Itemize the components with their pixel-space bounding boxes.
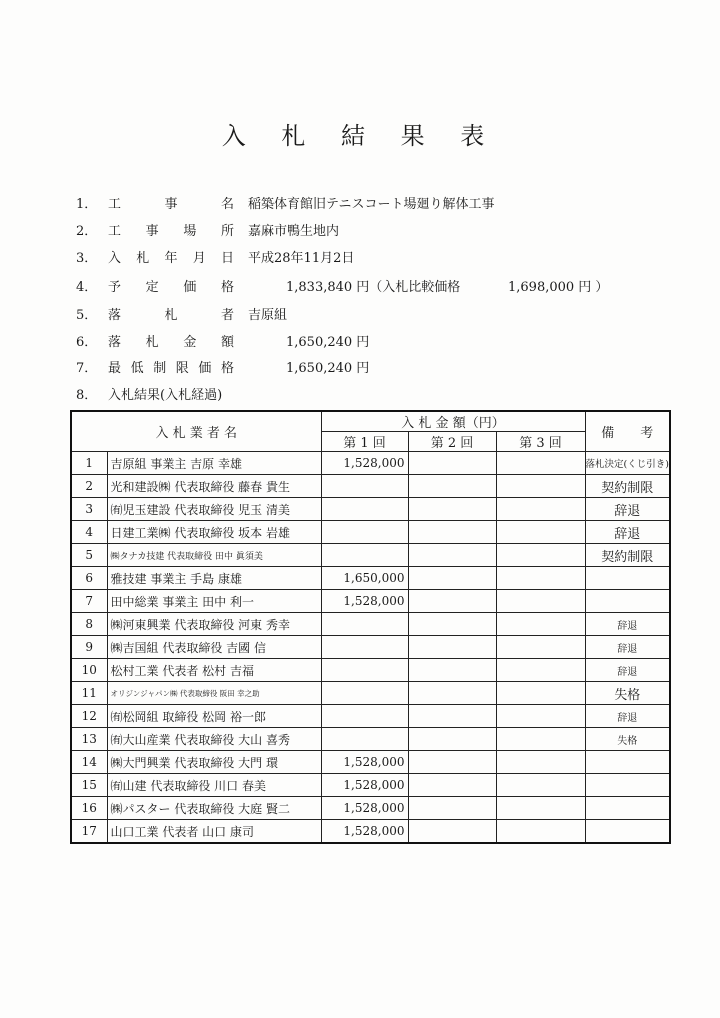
row-number: 10 [71, 659, 107, 682]
row-round-3-amount [496, 567, 585, 590]
row-remark: 辞退 [585, 613, 670, 636]
row-number: 15 [71, 774, 107, 797]
row-round-1-amount: 1,528,000 [321, 751, 408, 774]
item-value: 平成28年11月2日 [248, 251, 355, 266]
row-round-1-amount [321, 498, 408, 521]
row-number: 12 [71, 705, 107, 728]
table-row [71, 613, 670, 636]
row-number: 16 [71, 797, 107, 820]
item-value: 嘉麻市鴨生地内 [248, 224, 340, 239]
header-bid-amount: 入 札 金 額（円） [321, 411, 585, 432]
table-row [71, 728, 670, 751]
row-number: 3 [71, 498, 107, 521]
item-label: 落 札 金 額 [108, 335, 234, 350]
row-round-2-amount [408, 751, 496, 774]
row-round-1-amount [321, 636, 408, 659]
item-value: 稲築体育館旧テニスコート場廻り解体工事 [248, 197, 495, 212]
row-round-1-amount [321, 544, 408, 567]
row-round-3-amount [496, 820, 585, 844]
row-bidder-name: ㈱吉国組 代表取締役 吉國 信 [107, 636, 321, 659]
row-round-3-amount [496, 797, 585, 820]
header-bidder-name: 入 札 業 者 名 [71, 411, 321, 452]
row-round-2-amount [408, 613, 496, 636]
row-round-3-amount [496, 705, 585, 728]
item-value: 1,833,840 円（入札比較価格 [286, 280, 461, 295]
header-round-2: 第 2 回 [408, 432, 496, 452]
row-round-3-amount [496, 590, 585, 613]
item-number: 5． [76, 308, 98, 323]
row-round-1-amount: 1,528,000 [321, 590, 408, 613]
row-number: 9 [71, 636, 107, 659]
row-round-2-amount [408, 728, 496, 751]
table-row [71, 682, 670, 705]
row-round-3-amount [496, 521, 585, 544]
item-number: 4． [76, 280, 98, 295]
row-round-1-amount [321, 521, 408, 544]
item-label: 予 定 価 格 [108, 280, 234, 295]
row-bidder-name: ㈲松岡組 取締役 松岡 裕一郎 [107, 705, 321, 728]
row-round-1-amount: 1,528,000 [321, 797, 408, 820]
header-round-1: 第 1 回 [321, 432, 408, 452]
item-label: 入札結果(入札経過) [108, 388, 223, 403]
row-round-1-amount [321, 659, 408, 682]
row-number: 11 [71, 682, 107, 705]
table-row [71, 521, 670, 544]
row-bidder-name: 吉原組 事業主 吉原 幸雄 [107, 452, 321, 475]
item-number: 2． [76, 224, 98, 239]
row-round-3-amount [496, 452, 585, 475]
page-title: 入 札 結 果 表 [221, 122, 499, 150]
row-number: 13 [71, 728, 107, 751]
row-bidder-name: ㈱タナカ技建 代表取締役 田中 眞須美 [107, 544, 321, 567]
row-number: 2 [71, 475, 107, 498]
row-round-2-amount [408, 475, 496, 498]
item-value: 1,650,240 円 [286, 335, 370, 350]
row-round-3-amount [496, 636, 585, 659]
row-bidder-name: ㈲児玉建設 代表取締役 児玉 清美 [107, 498, 321, 521]
table-row [71, 751, 670, 774]
item-label: 入 札 年 月 日 [108, 251, 234, 266]
row-round-2-amount [408, 521, 496, 544]
table-row [71, 797, 670, 820]
row-remark: 失格 [585, 682, 670, 705]
row-round-1-amount [321, 705, 408, 728]
row-round-2-amount [408, 705, 496, 728]
row-round-3-amount [496, 544, 585, 567]
header-round-3: 第 3 回 [496, 432, 585, 452]
row-round-1-amount [321, 613, 408, 636]
bid-results-table [70, 410, 671, 844]
table-row [71, 820, 670, 844]
row-round-2-amount [408, 590, 496, 613]
row-remark [585, 751, 670, 774]
item-label: 工 事 場 所 [108, 224, 234, 239]
row-bidder-name: 山口工業 代表者 山口 康司 [107, 820, 321, 844]
table-body [71, 452, 670, 844]
header-remarks: 備 考 [585, 411, 670, 452]
table-row [71, 590, 670, 613]
row-bidder-name: ㈲山建 代表取締役 川口 春美 [107, 774, 321, 797]
row-remark: 失格 [585, 728, 670, 751]
row-round-1-amount: 1,528,000 [321, 774, 408, 797]
row-remark: 辞退 [585, 659, 670, 682]
row-number: 8 [71, 613, 107, 636]
row-remark [585, 820, 670, 844]
item-number: 8． [76, 388, 98, 403]
item-comparison-price: 1,698,000 円 ） [508, 280, 609, 295]
row-round-2-amount [408, 452, 496, 475]
row-remark [585, 774, 670, 797]
row-bidder-name: 日建工業㈱ 代表取締役 坂本 岩雄 [107, 521, 321, 544]
table-row [71, 659, 670, 682]
row-round-3-amount [496, 475, 585, 498]
row-round-3-amount [496, 498, 585, 521]
row-number: 1 [71, 452, 107, 475]
row-number: 4 [71, 521, 107, 544]
row-bidder-name: オリジンジャパン㈱ 代表取締役 阪田 幸之助 [107, 682, 321, 705]
row-round-2-amount [408, 774, 496, 797]
row-bidder-name: ㈲大山産業 代表取締役 大山 喜秀 [107, 728, 321, 751]
row-round-3-amount [496, 613, 585, 636]
item-number: 7． [76, 361, 98, 376]
row-remark [585, 590, 670, 613]
table-row [71, 567, 670, 590]
table-row [71, 544, 670, 567]
row-round-2-amount [408, 820, 496, 844]
row-round-3-amount [496, 774, 585, 797]
row-round-1-amount [321, 682, 408, 705]
table-row [71, 475, 670, 498]
row-round-2-amount [408, 659, 496, 682]
row-round-2-amount [408, 498, 496, 521]
row-remark: 契約制限 [585, 475, 670, 498]
table-row [71, 452, 670, 475]
row-bidder-name: 田中総業 事業主 田中 利一 [107, 590, 321, 613]
row-round-1-amount [321, 475, 408, 498]
row-round-2-amount [408, 797, 496, 820]
item-value: 1,650,240 円 [286, 361, 370, 376]
row-remark: 契約制限 [585, 544, 670, 567]
row-remark [585, 797, 670, 820]
row-number: 14 [71, 751, 107, 774]
item-number: 1． [76, 197, 98, 212]
row-round-1-amount [321, 728, 408, 751]
row-remark: 辞退 [585, 498, 670, 521]
row-bidder-name: ㈱大門興業 代表取締役 大門 環 [107, 751, 321, 774]
row-bidder-name: 光和建設㈱ 代表取締役 藤春 貴生 [107, 475, 321, 498]
row-number: 17 [71, 820, 107, 844]
row-remark: 辞退 [585, 636, 670, 659]
row-bidder-name: 雅技建 事業主 手島 康雄 [107, 567, 321, 590]
table-header-row [71, 411, 670, 432]
item-value: 吉原組 [248, 308, 288, 323]
table-row [71, 498, 670, 521]
row-bidder-name: ㈱河東興業 代表取締役 河東 秀幸 [107, 613, 321, 636]
item-label: 最 低 制 限 価 格 [108, 361, 234, 376]
row-round-2-amount [408, 636, 496, 659]
row-bidder-name: ㈱パスター 代表取締役 大庭 賢二 [107, 797, 321, 820]
row-remark: 辞退 [585, 705, 670, 728]
row-round-1-amount: 1,528,000 [321, 820, 408, 844]
row-round-3-amount [496, 659, 585, 682]
row-round-1-amount: 1,650,000 [321, 567, 408, 590]
item-number: 3． [76, 251, 98, 266]
row-number: 7 [71, 590, 107, 613]
row-number: 5 [71, 544, 107, 567]
row-number: 6 [71, 567, 107, 590]
table-row [71, 636, 670, 659]
row-remark [585, 567, 670, 590]
row-remark: 辞退 [585, 521, 670, 544]
row-round-2-amount [408, 567, 496, 590]
row-round-3-amount [496, 751, 585, 774]
item-label: 落 札 者 [108, 308, 234, 323]
item-label: 工 事 名 [108, 197, 234, 212]
row-bidder-name: 松村工業 代表者 松村 吉福 [107, 659, 321, 682]
table-row [71, 705, 670, 728]
row-round-3-amount [496, 728, 585, 751]
row-round-2-amount [408, 682, 496, 705]
table-row [71, 774, 670, 797]
row-remark: 落札決定(くじ引き) [585, 452, 670, 475]
item-number: 6． [76, 335, 98, 350]
row-round-1-amount: 1,528,000 [321, 452, 408, 475]
row-round-3-amount [496, 682, 585, 705]
row-round-2-amount [408, 544, 496, 567]
